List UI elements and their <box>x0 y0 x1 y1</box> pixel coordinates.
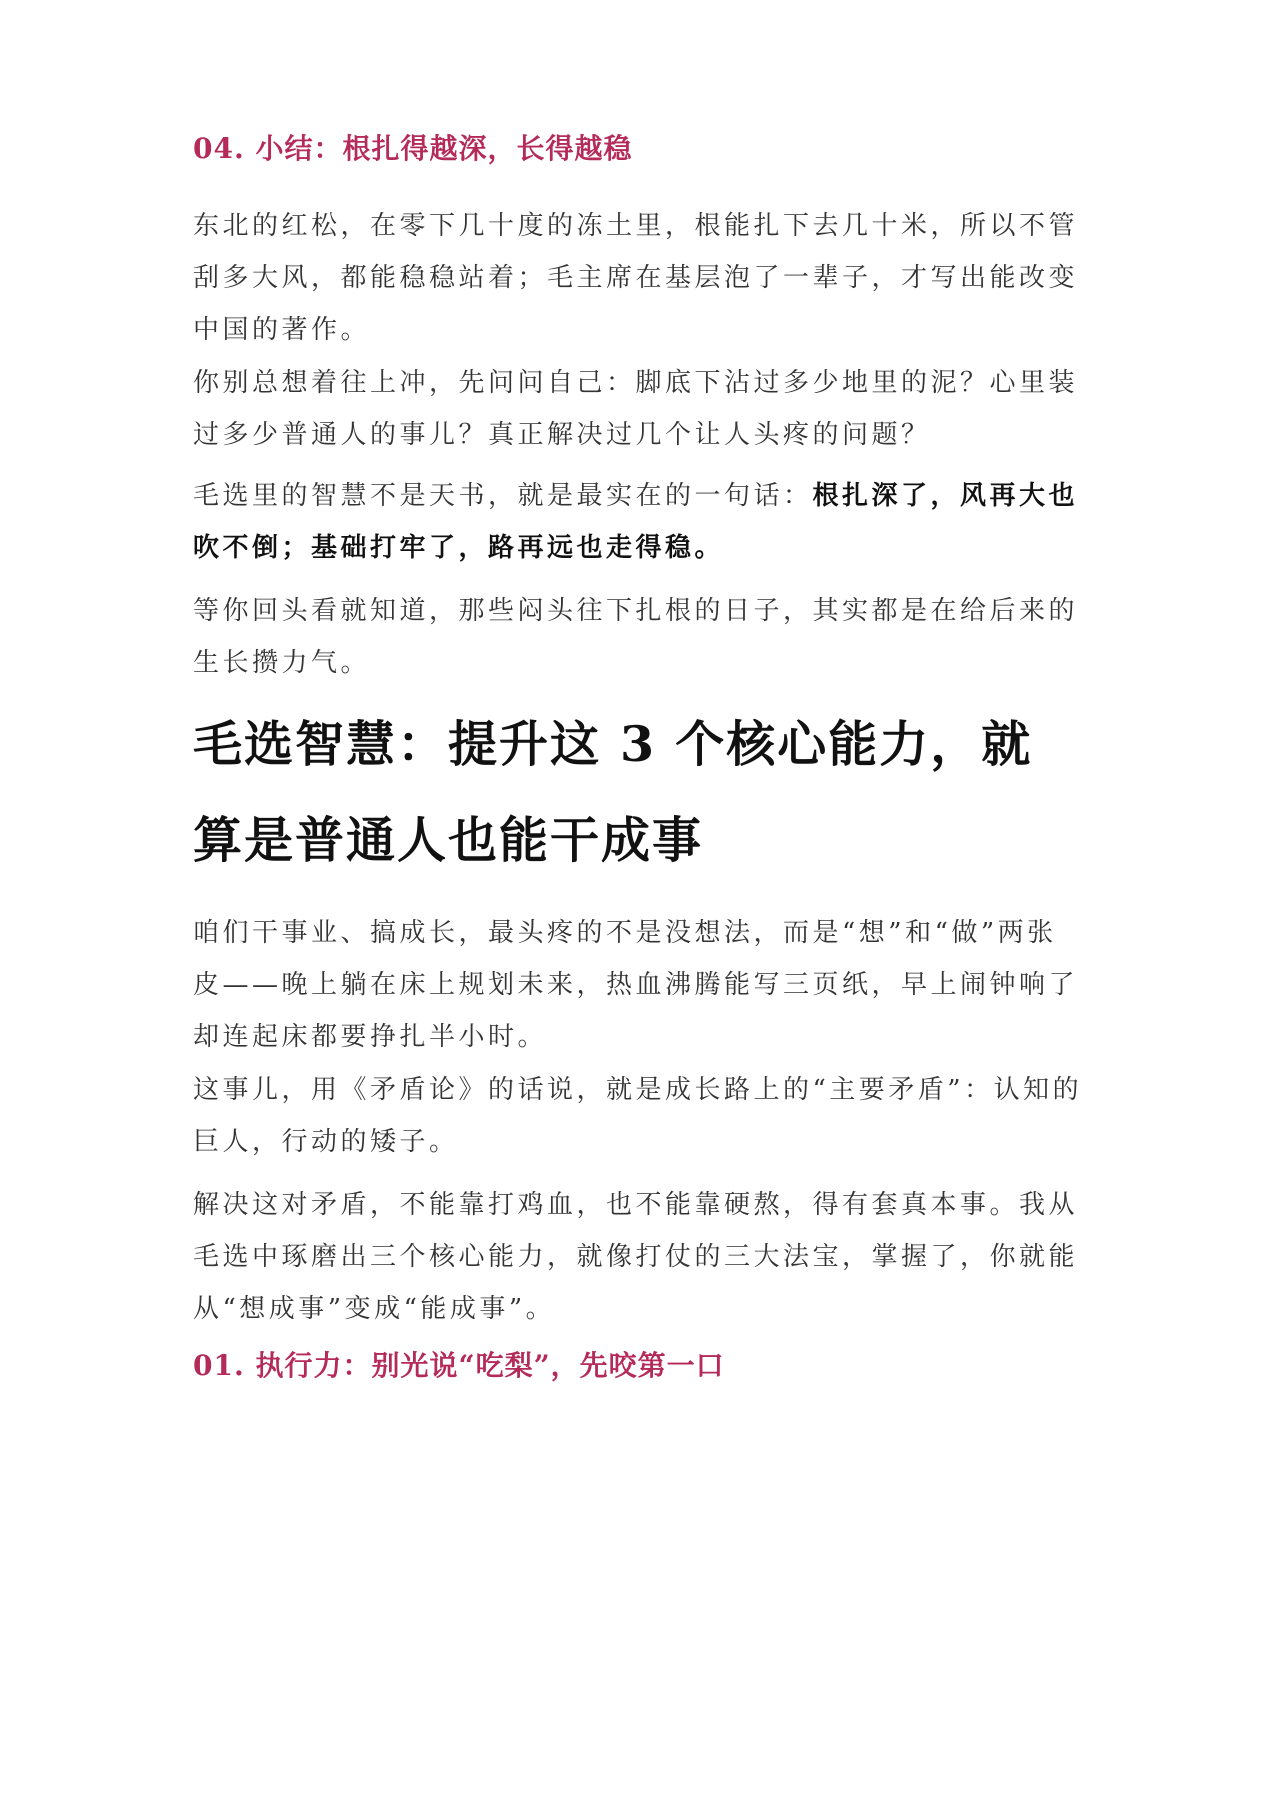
section-04-paragraph-2: 你别总想着往上冲，先问问自己：脚底下沾过多少地里的泥？心里装过多少普通人的事儿？真正解决过几个让人头疼的问题？ <box>193 368 1079 450</box>
intro-paragraph-3: 解决这对矛盾，不能靠打鸡血，也不能靠硬熬，得有套真本事。我从毛选中琢磨出三个核心能力，就像打仗的三大法宝，掌握了，你就能从“想成事”变成“能成事”。 <box>193 1190 1079 1324</box>
paragraph-3-text: 毛选里的智慧不是天书，就是最实在的一句话： <box>193 481 813 511</box>
main-heading: 毛选智慧：提升这 3 个核心能力，就算是普通人也能干成事 <box>193 715 1033 869</box>
section-04-title: 04. 小结：根扎得越深，长得越稳 <box>193 132 633 165</box>
section-01-title: 01. 执行力：别光说“吃梨”，先咬第一口 <box>193 1349 725 1382</box>
section-04-paragraph-1: 东北的红松，在零下几十度的冻土里，根能扎下去几十米，所以不管刮多大风，都能稳稳站着；毛主席在基层泡了一辈子，才写出能改变中国的著作。 <box>193 211 1079 345</box>
paragraph-3-bold-text: 根扎深了，风再大也吹不倒；基础打牢了，路再远也走得稳。 <box>193 481 1079 563</box>
intro-paragraph-1: 咱们干事业、搞成长，最头疼的不是没想法，而是“想”和“做”两张皮——晚上躺在床上规划未来，热血沸腾能写三页纸，早上闹钟响了却连起床都要挣扎半小时。 <box>193 918 1079 1052</box>
intro-paragraph-2: 这事儿，用《矛盾论》的话说，就是成长路上的“主要矛盾”：认知的巨人，行动的矮子。 <box>193 1075 1083 1157</box>
section-04-paragraph-3 <box>193 470 1083 574</box>
section-04-paragraph-4: 等你回头看就知道，那些闷头往下扎根的日子，其实都是在给后来的生长攒力气。 <box>193 596 1079 678</box>
